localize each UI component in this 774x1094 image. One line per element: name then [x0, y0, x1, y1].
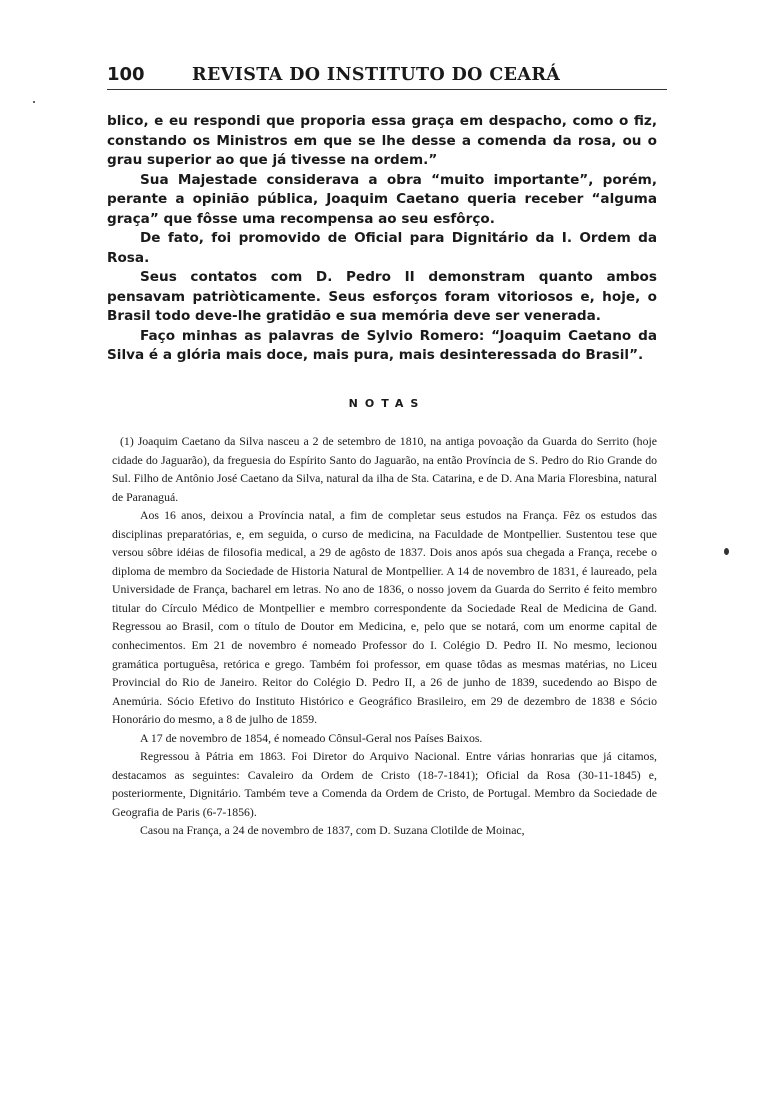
note-paragraph: Regressou à Pátria em 1863. Foi Diretor do Arquivo Nacional. Entre várias honrarias que já citamos, destacamos as seguintes: Cavaleiro da Ordem de Cristo (18-7-1841); Oficial da Rosa (30-11-1845) e, posteriormente, Dignitário. Também teve a Comenda da Ordem de Cristo, de Portugal. Membro da Sociedade de Geografia de Paris (6-7-1856).: [112, 749, 657, 819]
body-paragraph: Sua Majestade considerava a obra “muito importante”, porém, perante a opinião pública, Joaquim Caetano queria receber “alguma graça” que fôsse uma recompensa ao seu esfôrço.: [107, 171, 657, 227]
note-paragraph: A 17 de novembro de 1854, é nomeado Cônsul-Geral nos Países Baixos.: [140, 730, 483, 745]
scan-speck: [33, 101, 35, 103]
page-header: [107, 64, 667, 90]
note-paragraph: Casou na França, a 24 de novembro de 1837, com D. Suzana Clotilde de Moinac,: [140, 823, 525, 838]
notes-heading: NOTAS: [348, 397, 426, 410]
scan-speck: [724, 548, 729, 555]
body-text: [107, 112, 657, 366]
body-paragraph: Seus contatos com D. Pedro II demonstram quanto ambos pensavam patriòticamente. Seus esforços foram vitoriosos e, hoje, o Brasil todo deve-lhe gratidão e sua memória deve ser venerada.: [107, 269, 657, 324]
running-title: REVISTA DO INSTITUTO DO CEARÁ: [192, 65, 561, 85]
note-paragraph: (1) Joaquim Caetano da Silva nasceu a 2 de setembro de 1810, na antiga povoação da Guarda do Serrito (hoje cidade do Jaguarão), da freguesia do Espírito Santo do Jaguarão, na então Província de S. Pedro do Rio Grande do Sul. Filho de Antônio José Caetano da Silva, natural da ilha de Sta. Catarina, e de D. Ana Maria Floresbina, natural de Paranaguá.: [112, 434, 657, 504]
body-paragraph: Faço minhas as palavras de Sylvio Romero: “Joaquim Caetano da Silva é a glória mais doce, mais pura, mais desinteressada do Brasil”.: [107, 327, 657, 363]
body-paragraph: blico, e eu respondi que proporia essa graça em despacho, como o fiz, constando os Ministros em que se lhe desse a comenda da rosa, ou o grau superior ao que já tivesse na ordem.”: [107, 113, 657, 168]
body-paragraph: De fato, foi promovido de Oficial para Dignitário da I. Ordem da Rosa.: [107, 230, 657, 266]
note-paragraph: Aos 16 anos, deixou a Província natal, a fim de completar seus estudos na França. Fêz os estudos das disciplinas preparatórias, e, em seguida, o curso de medicina, na Faculdade de Montpellier. Sustentou tese que versou sôbre idéias de filosofia medical, a 29 de agôsto de 1837. Dois anos após sua chegada a França, recebe o diploma de membro da Sociedade de Historia Natural de Montpellier. A 14 de novembro de 1831, é laureado, pela Universidade de França, bacharel em letras. No ano de 1836, o nosso jovem da Guarda do Serrito é feito membro titular do Círculo Médico de Montpellier e membro correspondente da Sociedade Real de Medicina de Gand. Regressou ao Brasil, com o título de Doutor em Medicina, e, pelo que se notará, com um enorme capital de conhecimentos. Em 21 de novembro é nomeado Professor do I. Colégio D. Pedro II. No mesmo, lecionou gramática portuguêsa, retórica e grego. Também foi professor, em quase tôdas as mesmas matérias, no Liceu Provincial do Rio de Janeiro. Reitor do Colégio D. Pedro II, a 26 de junho de 1839, sucedendo ao Bispo de Anemúria. Sócio Efetivo do Instituto Histórico e Geográfico Brasileiro, em 29 de dezembro de 1838 e Sócio Honorário do mesmo, a 8 de julho de 1859.: [112, 508, 657, 727]
notes-section: [112, 432, 657, 840]
page-number: 100: [107, 64, 145, 85]
